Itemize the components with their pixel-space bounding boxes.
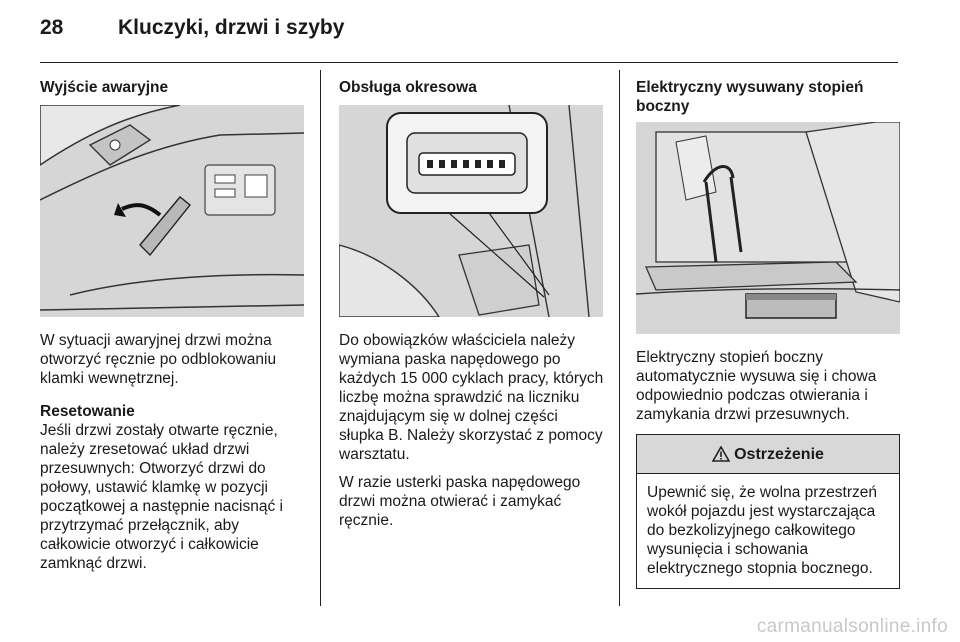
column-divider-2 <box>619 70 620 606</box>
paragraph-side-step: Elektryczny stopień boczny automatycznie wysuwa się i chowa odpowiednio podczas otwierania i zamykania drzwi przesuwnych. <box>636 349 877 423</box>
section-heading-maintenance: Obsługa okresowa <box>339 79 477 96</box>
warning-header <box>637 435 899 474</box>
section-heading-side-step: Elektryczny wysuwany stopień boczny <box>636 79 864 115</box>
watermark: carmanualsonline.info <box>756 616 948 637</box>
warning-box <box>636 434 900 589</box>
side-step-illustration <box>636 122 900 334</box>
warning-triangle-icon <box>712 446 730 462</box>
column-emergency-exit <box>40 78 304 582</box>
column-maintenance <box>339 78 605 539</box>
warning-text: Upewnić się, że wolna przestrzeń wokół pojazdu jest wystarczająca do bezkolizyjnego całkowitego wysunięcia i schowania elektrycznego stopnia bocznego. <box>647 484 878 577</box>
paragraph-reset: Jeśli drzwi zostały otwarte ręcznie, należy zresetować układ drzwi przesuwnych: Otworzyć drzwi do połowy, ustawić klamkę w pozycji początkowej a następnie nacisnąć i przytrzymać przełącznik, aby całkowicie otworzyć i całkowicie zamknąć drzwi. <box>40 422 283 572</box>
page-number: 28 <box>40 16 64 39</box>
subheading-reset: Resetowanie <box>40 403 135 420</box>
column-divider-1 <box>320 70 321 606</box>
page-title: Kluczyki, drzwi i szyby <box>118 16 345 39</box>
page-header <box>40 16 900 56</box>
section-heading-emergency-exit: Wyjście awaryjne <box>40 79 169 96</box>
paragraph-belt-fault: W razie usterki paska napędowego drzwi można otwierać i zamykać ręcznie. <box>339 474 581 529</box>
paragraph-maintenance: Do obowiązków właściciela należy wymiana paska napędowego po każdych 15 000 cyklach pracy, których liczbę można sprawdzić na liczniku znajdującym się w dolnej części słupka B. Należy skorzystać z pomocy warsztatu. <box>339 332 604 463</box>
warning-title: Ostrzeżenie <box>734 445 824 463</box>
column-side-step <box>636 78 900 589</box>
belt-counter-illustration <box>339 105 603 317</box>
emergency-handle-illustration <box>40 105 304 317</box>
paragraph-emergency-exit: W sytuacji awaryjnej drzwi można otworzyć ręcznie po odblokowaniu klamki wewnętrznej. <box>40 332 277 387</box>
header-rule <box>40 62 898 63</box>
